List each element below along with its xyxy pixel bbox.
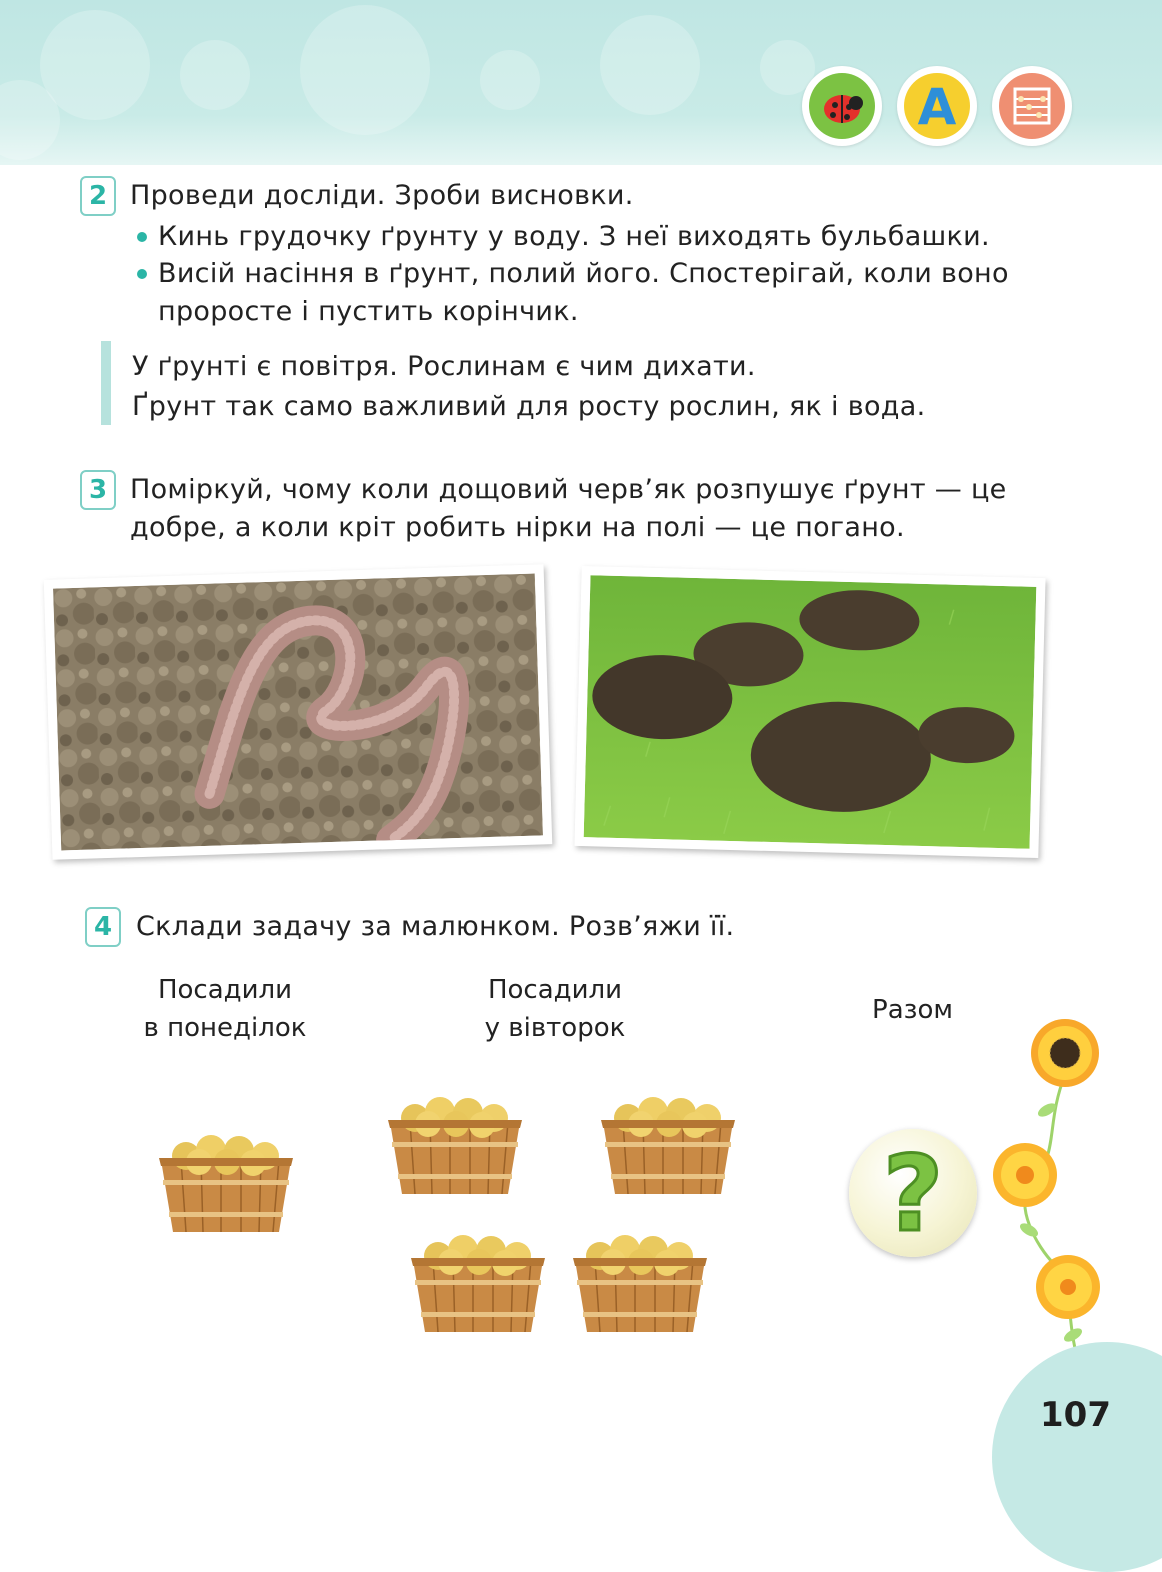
- molehills-photo: [574, 566, 1045, 858]
- conclusion-bar: [101, 341, 111, 425]
- question-mark-icon: ?: [882, 1133, 944, 1255]
- task2-bullet-1: Кинь грудочку ґрунту у воду. З неї виходять бульбашки.: [158, 221, 990, 252]
- potato-basket-icon: [403, 1220, 553, 1344]
- task2-title: Проведи досліди. Зроби висновки.: [130, 180, 634, 211]
- potato-basket-icon: [380, 1082, 530, 1206]
- bullet-dot: [137, 269, 147, 279]
- potato-basket-icon: [593, 1082, 743, 1206]
- conclusion-line-1: У ґрунті є повітря. Рослинам є чим дихати.: [132, 351, 756, 382]
- task3-line-1: Поміркуй, чому коли дощовий черв’як розпушує ґрунт — це: [130, 474, 1007, 505]
- task2-bullet-2: Висій насіння в ґрунт, полий його. Спостерігай, коли воно: [158, 258, 1009, 289]
- abacus-icon: [999, 73, 1065, 139]
- header-band: [0, 0, 1162, 165]
- task-number-4: 4: [85, 907, 121, 947]
- potato-basket-icon: [565, 1220, 715, 1344]
- tuesday-label-1: Посадили: [487, 975, 623, 1005]
- tuesday-label-2: у вівторок: [484, 1013, 626, 1043]
- monday-label-1: Посадили: [157, 975, 293, 1005]
- earthworm-photo: [44, 564, 553, 860]
- page-number: 107: [1040, 1395, 1111, 1435]
- sunflower-vine-icon: [985, 1015, 1115, 1375]
- task3-line-2: добре, а коли кріт робить нірки на полі — це погано.: [130, 512, 905, 543]
- task4-title: Склади задачу за малюнком. Розв’яжи її.: [136, 911, 735, 942]
- ladybug-icon: [809, 73, 875, 139]
- task-number-2: 2: [80, 176, 116, 216]
- page-corner: [992, 1342, 1162, 1572]
- task-number-3: 3: [80, 470, 116, 510]
- nature-subject-badge: [802, 66, 882, 146]
- question-bubble: [849, 1129, 977, 1257]
- potato-basket-icon: [151, 1120, 301, 1244]
- math-subject-badge: [992, 66, 1072, 146]
- task2-bullet-2-cont: проросте і пустить корінчик.: [158, 296, 579, 327]
- conclusion-line-2: Ґрунт так само важливий для росту рослин, як і вода.: [132, 391, 926, 422]
- monday-label-2: в понеділок: [143, 1013, 307, 1043]
- letter-a-icon: A: [904, 73, 970, 139]
- total-label: Разом: [872, 995, 953, 1025]
- bullet-dot: [137, 232, 147, 242]
- language-subject-badge: [897, 66, 977, 146]
